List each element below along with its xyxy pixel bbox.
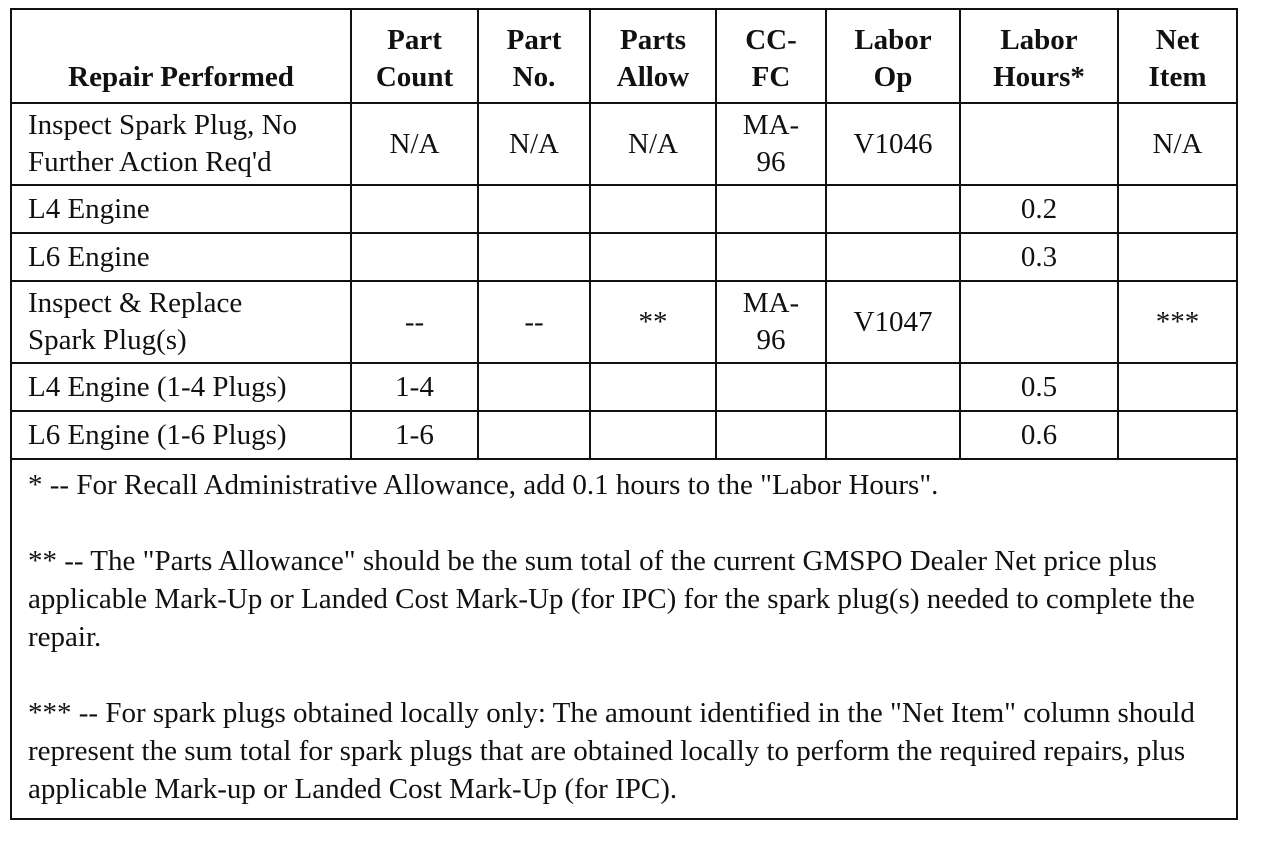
header-labor-op — [826, 9, 960, 103]
labor-op-cell — [826, 233, 960, 281]
table-row — [11, 185, 1237, 233]
header-line: No. — [512, 61, 556, 93]
parts-allow-cell: ** — [590, 281, 716, 363]
repair-desc-line: Inspect & Replace — [28, 287, 243, 319]
net-item-cell — [1118, 233, 1237, 281]
notes-row — [11, 459, 1237, 819]
net-item-cell — [1118, 185, 1237, 233]
cc-fc-cell — [716, 363, 826, 411]
table-row — [11, 281, 1237, 363]
header-line: FC — [751, 61, 791, 93]
repair-desc-cell — [11, 185, 351, 233]
labor-hours-cell — [960, 103, 1118, 185]
header-net-item — [1118, 9, 1237, 103]
labor-op-cell — [826, 411, 960, 459]
labor-op-cell: V1046 — [826, 103, 960, 185]
repair-desc-cell — [11, 281, 351, 363]
table-row — [11, 103, 1237, 185]
cc-fc-cell — [716, 185, 826, 233]
header-line: Hours* — [993, 61, 1085, 93]
part-count-cell: -- — [351, 281, 478, 363]
header-part-count — [351, 9, 478, 103]
repair-desc-line: Further Action Req'd — [28, 146, 272, 178]
labor-hours-cell: 0.5 — [960, 363, 1118, 411]
repair-desc-line: Spark Plug(s) — [28, 324, 187, 356]
repair-desc-cell — [11, 233, 351, 281]
header-line: Count — [375, 61, 454, 93]
labor-op-cell — [826, 185, 960, 233]
repair-desc-line: L4 Engine — [28, 192, 150, 225]
header-line: Part — [387, 24, 442, 56]
part-count-cell — [351, 233, 478, 281]
header-line: Parts — [619, 24, 687, 56]
labor-hours-cell: 0.3 — [960, 233, 1118, 281]
repair-table — [10, 8, 1238, 820]
footnote-parts-allowance: ** -- The "Parts Allowance" should be the sum total of the current GMSPO Dealer Net price plus applicable Mark-Up or Landed Cost Mark-Up (for IPC) for the spark plug(s) needed to complete the repair. — [28, 545, 1195, 653]
cc-fc-line: MA- — [742, 109, 800, 141]
cc-fc-line: 96 — [756, 324, 786, 356]
part-no-cell — [478, 411, 590, 459]
repair-desc-line: L6 Engine (1-6 Plugs) — [28, 418, 287, 451]
parts-allow-cell — [590, 185, 716, 233]
labor-hours-cell — [960, 281, 1118, 363]
table-row — [11, 411, 1237, 459]
cc-fc-cell — [716, 233, 826, 281]
header-line: Op — [873, 61, 913, 93]
header-line: Labor — [854, 24, 932, 56]
header-labor-hours — [960, 9, 1118, 103]
table-row — [11, 363, 1237, 411]
part-count-cell: 1-6 — [351, 411, 478, 459]
footnote-net-item: *** -- For spark plugs obtained locally only: The amount identified in the "Net Item" column should represent the sum total for spark plugs that are obtained locally to perform the required repairs, plus applicable Mark-up or Landed Cost Mark-Up (for IPC). — [28, 697, 1195, 805]
part-no-cell: -- — [478, 281, 590, 363]
parts-allow-cell — [590, 363, 716, 411]
net-item-cell — [1118, 363, 1237, 411]
header-row — [11, 9, 1237, 103]
part-count-cell: N/A — [351, 103, 478, 185]
part-no-cell — [478, 233, 590, 281]
repair-desc-line: L6 Engine — [28, 240, 150, 273]
repair-desc-line: L4 Engine (1-4 Plugs) — [28, 370, 287, 403]
repair-document — [10, 8, 1238, 820]
part-count-cell — [351, 185, 478, 233]
labor-op-cell — [826, 363, 960, 411]
parts-allow-cell — [590, 233, 716, 281]
labor-hours-cell: 0.2 — [960, 185, 1118, 233]
footnote-labor-hours: * -- For Recall Administrative Allowance, add 0.1 hours to the "Labor Hours". — [28, 469, 939, 501]
parts-allow-cell: N/A — [590, 103, 716, 185]
cc-fc-cell — [716, 103, 826, 185]
header-line: Allow — [616, 61, 690, 93]
repair-desc-line: Inspect Spark Plug, No — [28, 109, 298, 141]
header-line: Item — [1148, 61, 1207, 93]
cc-fc-cell — [716, 411, 826, 459]
cc-fc-line: MA- — [742, 287, 800, 319]
repair-desc-cell — [11, 103, 351, 185]
table-row — [11, 233, 1237, 281]
repair-desc-cell — [11, 411, 351, 459]
header-line: Labor — [1000, 24, 1078, 56]
header-line: Net — [1155, 24, 1200, 56]
repair-desc-cell — [11, 363, 351, 411]
part-count-cell: 1-4 — [351, 363, 478, 411]
header-line: CC- — [745, 24, 797, 56]
part-no-cell — [478, 185, 590, 233]
header-repair-performed: Repair Performed — [11, 9, 351, 103]
part-no-cell: N/A — [478, 103, 590, 185]
net-item-cell: *** — [1118, 281, 1237, 363]
net-item-cell — [1118, 411, 1237, 459]
part-no-cell — [478, 363, 590, 411]
parts-allow-cell — [590, 411, 716, 459]
cc-fc-cell — [716, 281, 826, 363]
cc-fc-line: 96 — [756, 146, 786, 178]
footnotes — [11, 459, 1237, 819]
header-cc-fc — [716, 9, 826, 103]
labor-op-cell: V1047 — [826, 281, 960, 363]
labor-hours-cell: 0.6 — [960, 411, 1118, 459]
header-line: Part — [506, 24, 562, 56]
net-item-cell: N/A — [1118, 103, 1237, 185]
header-parts-allow — [590, 9, 716, 103]
header-part-no — [478, 9, 590, 103]
